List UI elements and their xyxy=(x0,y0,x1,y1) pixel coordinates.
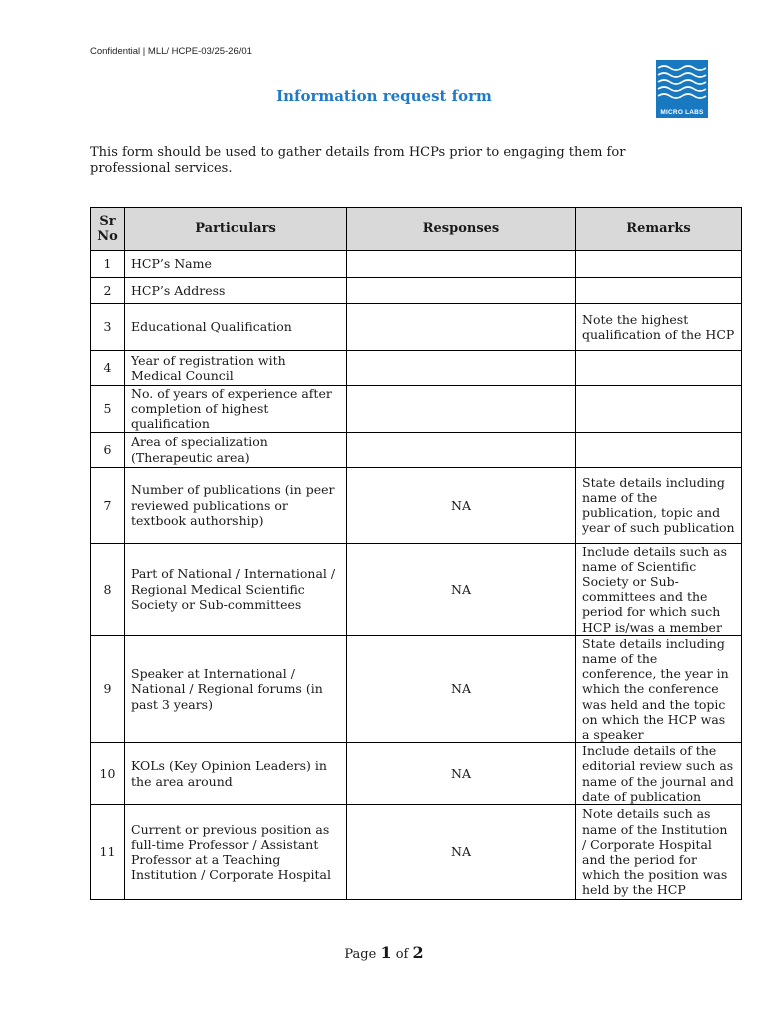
response-cell[interactable] xyxy=(347,304,576,351)
document-title: Information request form xyxy=(276,87,492,105)
table-row xyxy=(91,543,742,635)
particular-cell: Current or previous position as full-time Professor / Assistant Professor at a Teaching Institution / Corporate Hospital xyxy=(125,805,347,900)
row-number: 9 xyxy=(91,635,125,742)
response-cell[interactable] xyxy=(347,251,576,278)
page-label: Page xyxy=(344,947,377,962)
column-header-remarks: Remarks xyxy=(576,208,742,251)
table-row xyxy=(91,351,742,386)
table-row xyxy=(91,278,742,304)
particular-cell: Year of registration with Medical Council xyxy=(125,351,347,386)
particular-cell: KOLs (Key Opinion Leaders) in the area around xyxy=(125,743,347,805)
row-number: 2 xyxy=(91,278,125,304)
remark-cell: Note details such as name of the Institution / Corporate Hospital and the period for which the position was held by the HCP xyxy=(576,805,742,900)
remark-cell xyxy=(576,251,742,278)
row-number: 1 xyxy=(91,251,125,278)
particular-cell: No. of years of experience after completion of highest qualification xyxy=(125,386,347,433)
table-row xyxy=(91,635,742,742)
information-request-table xyxy=(90,207,742,900)
table-header-row xyxy=(91,208,742,251)
remark-cell: State details including name of the publication, topic and year of such publication xyxy=(576,467,742,543)
intro-text: This form should be used to gather details from HCPs prior to engaging them for professional services. xyxy=(90,145,626,176)
table-row xyxy=(91,386,742,433)
row-number: 5 xyxy=(91,386,125,433)
particular-cell: Speaker at International / National / Regional forums (in past 3 years) xyxy=(125,635,347,742)
table-row xyxy=(91,743,742,805)
response-cell[interactable] xyxy=(347,351,576,386)
column-header-sr: Sr No xyxy=(91,208,125,251)
particular-cell: Part of National / International / Regional Medical Scientific Society or Sub-committees xyxy=(125,543,347,635)
document-reference: Confidential | MLL/ HCPE-03/25-26/01 xyxy=(90,46,252,57)
row-number: 11 xyxy=(91,805,125,900)
remark-cell: Include details of the editorial review such as name of the journal and date of publication xyxy=(576,743,742,805)
remark-cell xyxy=(576,386,742,433)
remark-cell xyxy=(576,432,742,467)
column-header-particulars: Particulars xyxy=(125,208,347,251)
particular-cell: Educational Qualification xyxy=(125,304,347,351)
logo-text: MICRO LABS xyxy=(660,109,704,116)
row-number: 10 xyxy=(91,743,125,805)
particular-cell: HCP’s Name xyxy=(125,251,347,278)
row-number: 3 xyxy=(91,304,125,351)
response-cell[interactable]: NA xyxy=(347,635,576,742)
response-cell[interactable]: NA xyxy=(347,467,576,543)
table-row xyxy=(91,432,742,467)
wave-logo-icon xyxy=(656,60,708,106)
table-row xyxy=(91,467,742,543)
total-pages: 2 xyxy=(412,943,424,962)
row-number: 8 xyxy=(91,543,125,635)
response-cell[interactable] xyxy=(347,278,576,304)
row-number: 4 xyxy=(91,351,125,386)
remark-cell: Note the highest qualification of the HCP xyxy=(576,304,742,351)
remark-cell: Include details such as name of Scientific Society or Sub-committees and the period for which such HCP is/was a member xyxy=(576,543,742,635)
remark-cell xyxy=(576,278,742,304)
page-number xyxy=(0,943,768,962)
response-cell[interactable]: NA xyxy=(347,805,576,900)
table-row xyxy=(91,805,742,900)
of-label: of xyxy=(395,947,409,962)
table-row xyxy=(91,251,742,278)
row-number: 6 xyxy=(91,432,125,467)
response-cell[interactable] xyxy=(347,386,576,433)
particular-cell: HCP’s Address xyxy=(125,278,347,304)
remark-cell xyxy=(576,351,742,386)
particular-cell: Area of specialization (Therapeutic area) xyxy=(125,432,347,467)
company-logo xyxy=(656,60,708,118)
current-page: 1 xyxy=(380,943,392,962)
column-header-responses: Responses xyxy=(347,208,576,251)
response-cell[interactable]: NA xyxy=(347,543,576,635)
particular-cell: Number of publications (in peer reviewed publications or textbook authorship) xyxy=(125,467,347,543)
response-cell[interactable] xyxy=(347,432,576,467)
remark-cell: State details including name of the conference, the year in which the conference was held and the topic on which the HCP was a speaker xyxy=(576,635,742,742)
row-number: 7 xyxy=(91,467,125,543)
table-row xyxy=(91,304,742,351)
response-cell[interactable]: NA xyxy=(347,743,576,805)
